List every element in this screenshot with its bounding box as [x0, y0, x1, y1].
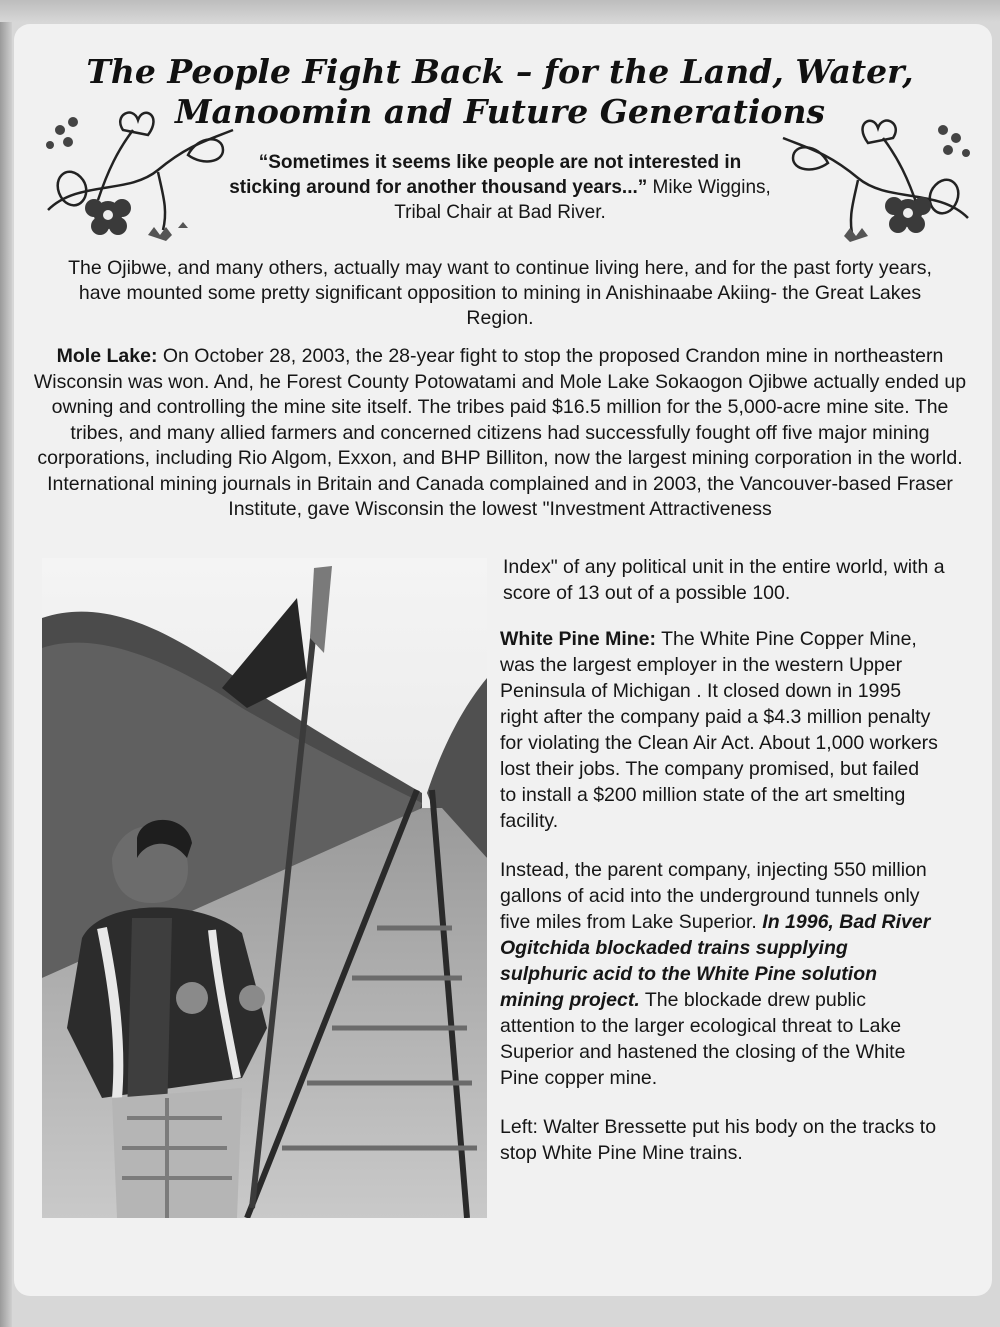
right-column — [500, 626, 940, 1189]
railroad-blockade-photo — [42, 558, 487, 1218]
floral-ornament-right-icon — [778, 108, 978, 258]
white-pine-paragraph — [500, 626, 940, 834]
floral-ornament-left-icon — [38, 100, 238, 250]
blockade-emphasis: In 1996, Bad River Ogitchida blockaded trains supplying sulphuric acid to the White Pine solution mining project. — [500, 911, 931, 1011]
pull-quote — [222, 150, 778, 225]
mole-lake-body: On October 28, 2003, the 28-year fight to stop the proposed Crandon mine in northeastern Wisconsin was won. And, he Forest County Potowatami and Mole Lake Sokaogon Ojibwe actually ended up owning and controlling the mine site itself. The tribes paid $16.5 million for the 5,000-acre mine site. The tribes, and many allied farmers and concerned citizens had successfully fought off five major mining corporations, including Rio Algom, Exxon, and BHP Billiton, now the largest mining corporation in the world. International mining journals in Britain and Canada complained and in 2003, the Vancouver-based Fraser Institute, gave Wisconsin the lowest "Investment Attractiveness — [33, 345, 967, 520]
scan-top-edge — [0, 0, 1000, 22]
blockade-paragraph — [500, 857, 940, 1091]
mole-lake-paragraph-tail: Index" of any political unit in the entire world, with a score of 13 out of a possible 100. — [503, 556, 945, 604]
photo-caption: Left: Walter Bressette put his body on the tracks to stop White Pine Mine trains. — [500, 1116, 937, 1164]
mole-lake-paragraph — [30, 344, 970, 523]
white-pine-heading: White Pine Mine: — [500, 628, 656, 650]
intro-paragraph: The Ojibwe, and many others, actually may want to continue living here, and for the past forty years, have mounted some pretty significant opposition to mining in Anishinaabe Akiing- the Great Lakes Region. — [68, 257, 932, 329]
title-line-1: The People Fight Back – for the Land, Water, — [86, 52, 914, 91]
quote-attribution: Mike Wiggins, Tribal Chair at Bad River. — [394, 177, 771, 223]
blockade-intro: Instead, the parent company, injecting 550 million gallons of acid into the underground tunnels only five miles from Lake Superior. — [500, 859, 927, 933]
mole-lake-heading: Mole Lake: — [56, 345, 158, 367]
white-pine-body: The White Pine Copper Mine, was the largest employer in the western Upper Peninsula of Michigan . It closed down in 1995 right after the company paid a $4.3 million penalty for violating the Clean Air Act. About 1,000 workers lost their jobs. The company promised, but failed to install a $200 million state of the art smelting facility. — [500, 628, 938, 832]
scan-left-edge — [0, 0, 12, 1327]
blockade-outcome: The blockade drew public attention to the larger ecological threat to Lake Superior and hastened the closing of the White Pine copper mine. — [500, 989, 906, 1089]
quote-text: “Sometimes it seems like people are not interested in sticking around for another thousand years...” — [229, 152, 742, 198]
title-line-2: Manoomin and Future Generations — [174, 92, 826, 131]
